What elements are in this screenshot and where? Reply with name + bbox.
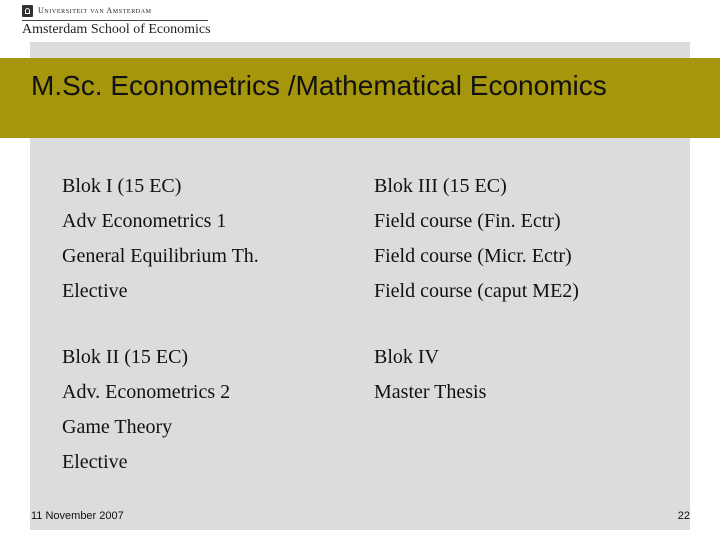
footer-date: 11 November 2007: [31, 510, 124, 522]
course-item: Game Theory: [62, 416, 173, 438]
logo-university-name: Universiteit van Amsterdam: [38, 6, 152, 15]
university-logo: [22, 5, 212, 37]
logo-divider: [22, 20, 208, 21]
course-item: General Equilibrium Th.: [62, 245, 259, 267]
page-number: 22: [677, 510, 690, 522]
crest-icon: [22, 5, 33, 17]
course-item: Master Thesis: [374, 381, 487, 403]
course-item: Elective: [62, 451, 128, 473]
block-heading: Blok II (15 EC): [62, 346, 189, 368]
block-heading: Blok IV: [374, 346, 439, 368]
course-block-blok-2: [62, 340, 230, 480]
course-block-blok-1: [62, 169, 259, 309]
slide-title: M.Sc. Econometrics /Mathematical Economics: [31, 70, 607, 101]
course-item: Field course (Micr. Ectr): [374, 245, 572, 267]
block-heading: Blok I (15 EC): [62, 175, 182, 197]
course-item: Adv Econometrics 1: [62, 210, 227, 232]
course-block-blok-4: [374, 340, 486, 410]
course-item: Field course (caput ME2): [374, 280, 579, 302]
logo-school-name: Amsterdam School of Economics: [22, 22, 211, 37]
course-item: Field course (Fin. Ectr): [374, 210, 561, 232]
course-item: Elective: [62, 280, 128, 302]
course-item: Adv. Econometrics 2: [62, 381, 231, 403]
course-block-blok-3: [374, 169, 579, 309]
block-heading: Blok III (15 EC): [374, 175, 507, 197]
